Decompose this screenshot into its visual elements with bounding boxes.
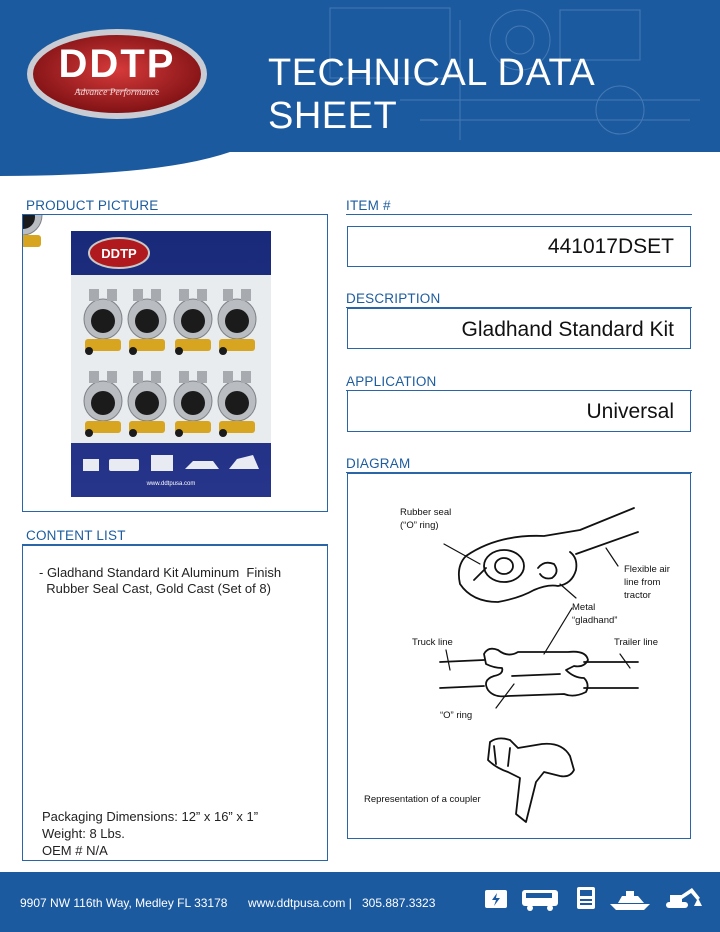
label-truck-line: Truck line bbox=[412, 637, 453, 648]
logo-tagline: Advance Performance bbox=[74, 88, 160, 98]
footer-phone[interactable]: 305.887.3323 bbox=[362, 896, 436, 910]
item-number-value: 441017DSET bbox=[547, 235, 674, 258]
boat-icon bbox=[608, 884, 652, 914]
divider bbox=[346, 214, 692, 215]
footer-website[interactable]: www.ddtpusa.com | bbox=[248, 896, 352, 910]
weight: Weight: 8 Lbs. bbox=[42, 826, 125, 841]
section-label-description: DESCRIPTION bbox=[346, 291, 441, 306]
label-o-ring: “O” ring bbox=[440, 710, 473, 721]
label-flexible-1: Flexible air bbox=[624, 564, 670, 575]
description-value: Gladhand Standard Kit bbox=[461, 318, 674, 341]
bus-icon bbox=[520, 884, 560, 914]
oem-number: OEM # N/A bbox=[42, 843, 108, 858]
label-trailer-line: Trailer line bbox=[614, 637, 658, 648]
label-flexible-3: tractor bbox=[624, 590, 651, 601]
section-label-item: ITEM # bbox=[346, 198, 391, 213]
label-o-ring-paren: (“O” ring) bbox=[400, 520, 439, 531]
diagram-box bbox=[347, 473, 691, 839]
application-box bbox=[347, 390, 691, 432]
product-picture-box bbox=[22, 214, 328, 512]
generator-icon bbox=[482, 884, 510, 914]
product-image bbox=[23, 215, 327, 511]
excavator-icon bbox=[660, 884, 704, 914]
section-label-content-list: CONTENT LIST bbox=[26, 528, 126, 543]
description-box bbox=[347, 308, 691, 349]
svg-text:www.ddtpusa.com: www.ddtpusa.com bbox=[146, 481, 196, 487]
section-label-product-picture: PRODUCT PICTURE bbox=[26, 198, 159, 213]
logo-text: DDTP bbox=[58, 42, 176, 86]
truck-icon bbox=[572, 884, 600, 914]
logo[interactable] bbox=[26, 28, 208, 120]
content-list-box bbox=[22, 545, 328, 861]
packaging-dimensions: Packaging Dimensions: 12” x 16” x 1” bbox=[42, 809, 259, 824]
svg-text:DDTP: DDTP bbox=[101, 246, 137, 261]
footer-address: 9907 NW 116th Way, Medley FL 33178 bbox=[20, 896, 228, 910]
label-metal-2: “gladhand” bbox=[572, 615, 618, 626]
gladhand-diagram bbox=[348, 474, 690, 838]
section-label-application: APPLICATION bbox=[346, 374, 437, 389]
content-line-1: - Gladhand Standard Kit Aluminum Finish bbox=[39, 565, 282, 580]
label-metal-1: Metal bbox=[572, 602, 596, 613]
label-rubber-seal: Rubber seal bbox=[400, 507, 452, 518]
footer bbox=[0, 872, 720, 932]
content-line-2: Rubber Seal Cast, Gold Cast (Set of 8) bbox=[39, 581, 271, 596]
item-number-box bbox=[347, 226, 691, 267]
section-label-diagram: DIAGRAM bbox=[346, 456, 411, 471]
header-banner bbox=[0, 0, 720, 182]
label-flexible-2: line from bbox=[624, 577, 661, 588]
label-coupler: Representation of a coupler bbox=[364, 794, 481, 805]
page-title: TECHNICAL DATA SHEET bbox=[268, 52, 594, 137]
application-value: Universal bbox=[586, 400, 674, 423]
